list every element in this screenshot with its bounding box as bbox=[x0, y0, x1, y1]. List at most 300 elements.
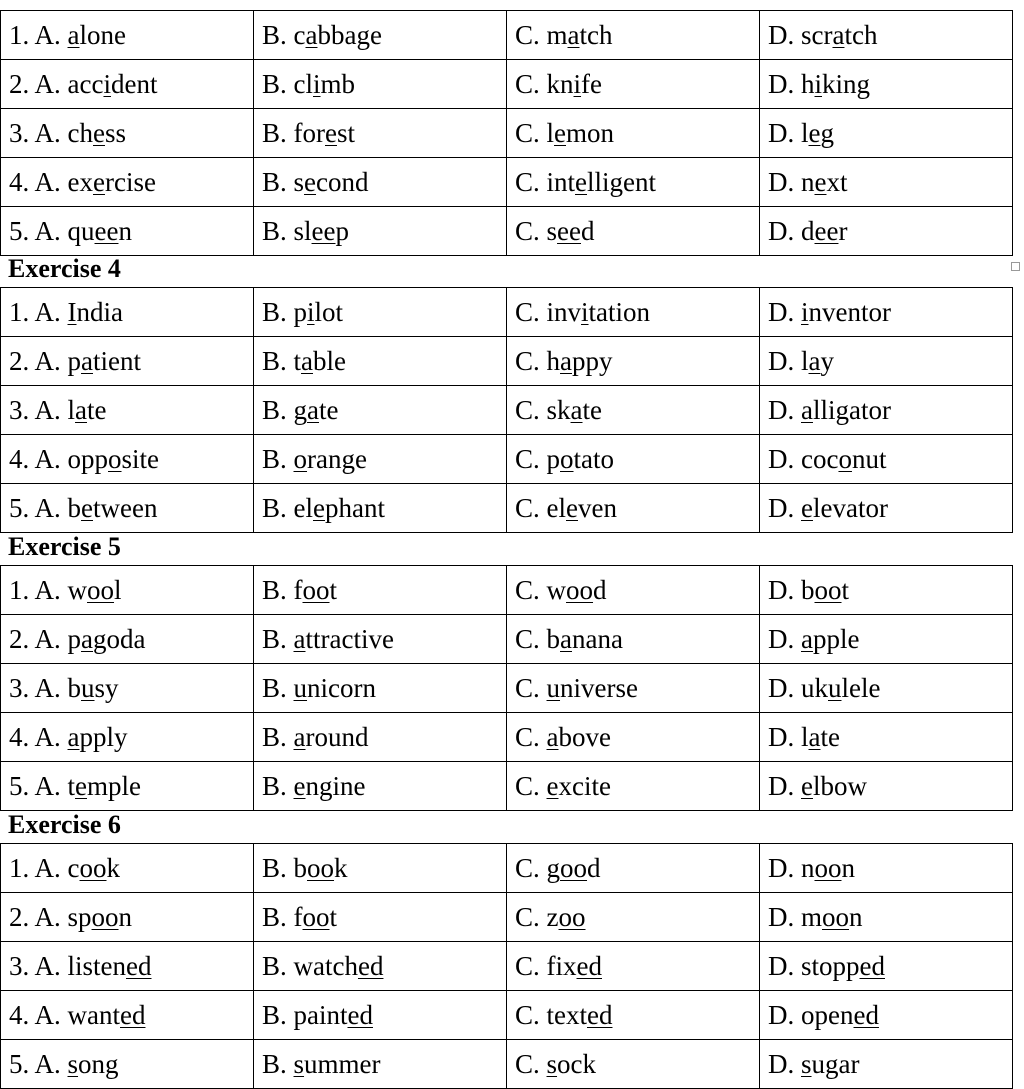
option-suffix: te bbox=[319, 395, 339, 425]
table-row bbox=[1, 337, 1013, 386]
answer-option-cell bbox=[254, 713, 507, 762]
option-prefix: C. h bbox=[515, 346, 561, 376]
option-suffix: lbow bbox=[812, 771, 867, 801]
exercise-4-heading: Exercise 4 bbox=[8, 254, 121, 283]
option-prefix: B. bbox=[262, 722, 294, 752]
option-suffix: mple bbox=[87, 771, 141, 801]
option-prefix: D. uk bbox=[768, 673, 828, 703]
answer-option-cell bbox=[760, 386, 1013, 435]
option-suffix: te bbox=[582, 395, 603, 425]
answer-option-cell bbox=[254, 337, 507, 386]
exercise-5-table bbox=[0, 565, 1013, 811]
option-prefix: 1. A. bbox=[9, 297, 68, 327]
option-prefix: D. d bbox=[768, 216, 815, 246]
option-prefix: B. t bbox=[262, 346, 302, 376]
option-prefix: D. l bbox=[768, 118, 809, 148]
underlined-sound: u bbox=[546, 673, 561, 703]
answer-option-cell bbox=[507, 615, 760, 664]
underlined-sound: a bbox=[307, 395, 319, 425]
answer-option-cell bbox=[1, 386, 254, 435]
option-suffix: ble bbox=[313, 346, 346, 376]
underlined-sound: s bbox=[801, 1049, 812, 1079]
answer-option-cell bbox=[1, 713, 254, 762]
option-prefix: B. c bbox=[262, 20, 306, 50]
option-prefix: C. el bbox=[515, 493, 566, 523]
answer-option-cell bbox=[1, 11, 254, 60]
option-prefix: B. el bbox=[262, 493, 313, 523]
answer-option-cell bbox=[507, 664, 760, 713]
underlined-sound: i bbox=[313, 69, 321, 99]
option-suffix: lone bbox=[79, 20, 126, 50]
option-prefix: 4. A. bbox=[9, 722, 68, 752]
answer-option-cell bbox=[1, 435, 254, 484]
answer-option-cell bbox=[760, 158, 1013, 207]
underlined-sound: ed bbox=[587, 1000, 613, 1030]
underlined-sound: e bbox=[325, 118, 337, 148]
option-suffix: n bbox=[118, 902, 133, 932]
option-suffix: te bbox=[820, 722, 840, 752]
option-suffix: fe bbox=[581, 69, 603, 99]
table-row bbox=[1, 762, 1013, 811]
underlined-sound: oo bbox=[91, 902, 119, 932]
option-prefix: 2. A. sp bbox=[9, 902, 92, 932]
answer-option-cell bbox=[507, 11, 760, 60]
underlined-sound: a bbox=[67, 20, 80, 50]
underlined-sound: u bbox=[828, 673, 842, 703]
option-suffix: mon bbox=[566, 118, 615, 148]
option-suffix: xcite bbox=[558, 771, 611, 801]
table-resize-handle[interactable] bbox=[1011, 262, 1020, 271]
option-suffix: d bbox=[587, 853, 601, 883]
option-suffix: lligent bbox=[587, 167, 656, 197]
option-suffix: nana bbox=[572, 624, 623, 654]
option-prefix: C. m bbox=[515, 20, 568, 50]
underlined-sound: a bbox=[301, 346, 313, 376]
answer-option-cell bbox=[760, 942, 1013, 991]
option-prefix: 2. A. p bbox=[9, 346, 82, 376]
option-prefix: C. w bbox=[515, 575, 567, 605]
underlined-sound: e bbox=[814, 167, 827, 197]
option-suffix: nut bbox=[851, 444, 887, 474]
underlined-sound: oo bbox=[79, 853, 107, 883]
answer-option-cell bbox=[760, 435, 1013, 484]
answer-option-cell bbox=[254, 991, 507, 1040]
table-row bbox=[1, 942, 1013, 991]
option-suffix: te bbox=[87, 395, 107, 425]
answer-option-cell bbox=[1, 337, 254, 386]
option-prefix: C. bbox=[515, 673, 547, 703]
option-suffix: tch bbox=[579, 20, 613, 50]
option-prefix: D. open bbox=[768, 1000, 854, 1030]
answer-option-cell bbox=[760, 713, 1013, 762]
answer-option-cell bbox=[254, 435, 507, 484]
underlined-sound: a bbox=[801, 624, 813, 654]
answer-option-cell bbox=[760, 109, 1013, 158]
answer-option-cell bbox=[254, 484, 507, 533]
underlined-sound: s bbox=[293, 1049, 305, 1079]
underlined-sound: a bbox=[567, 20, 580, 50]
answer-option-cell bbox=[760, 207, 1013, 256]
underlined-sound: e bbox=[293, 771, 306, 801]
option-prefix: 2. A. acc bbox=[9, 69, 104, 99]
underlined-sound: o bbox=[293, 444, 308, 474]
answer-option-cell bbox=[1, 664, 254, 713]
underlined-sound: oo bbox=[560, 853, 588, 883]
option-prefix: D. coc bbox=[768, 444, 839, 474]
answer-option-cell bbox=[254, 942, 507, 991]
option-suffix: ppy bbox=[572, 346, 613, 376]
option-suffix: bove bbox=[558, 722, 611, 752]
answer-option-cell bbox=[1, 762, 254, 811]
underlined-sound: o bbox=[108, 444, 122, 474]
table-row bbox=[1, 664, 1013, 713]
answer-option-cell bbox=[1, 991, 254, 1040]
underlined-sound: e bbox=[81, 493, 93, 523]
answer-option-cell bbox=[507, 288, 760, 337]
exercise-6-table bbox=[0, 843, 1013, 1089]
option-prefix: D. bbox=[768, 493, 801, 523]
table-row bbox=[1, 844, 1013, 893]
answer-option-cell bbox=[1, 893, 254, 942]
option-prefix: 5. A. qu bbox=[9, 216, 95, 246]
table-row bbox=[1, 11, 1013, 60]
table-row bbox=[1, 893, 1013, 942]
exercise-6-heading: Exercise 6 bbox=[8, 810, 121, 839]
underlined-sound: a bbox=[570, 395, 583, 425]
option-prefix: D. l bbox=[768, 722, 809, 752]
underlined-sound: e bbox=[575, 167, 587, 197]
option-prefix: B. bbox=[262, 673, 294, 703]
underlined-sound: u bbox=[81, 673, 95, 703]
underlined-sound: e bbox=[313, 493, 325, 523]
answer-option-cell bbox=[254, 109, 507, 158]
option-prefix: D. n bbox=[768, 853, 815, 883]
table-row bbox=[1, 435, 1013, 484]
answer-option-cell bbox=[507, 435, 760, 484]
option-prefix: B. f bbox=[262, 902, 303, 932]
option-prefix: C. s bbox=[515, 216, 558, 246]
option-prefix: D. bbox=[768, 395, 801, 425]
table-row bbox=[1, 615, 1013, 664]
answer-option-cell bbox=[254, 664, 507, 713]
underlined-sound: ee bbox=[557, 216, 581, 246]
option-prefix: 3. A. listen bbox=[9, 951, 127, 981]
underlined-sound: oo bbox=[307, 853, 335, 883]
option-prefix: B. watch bbox=[262, 951, 358, 981]
underlined-sound: ee bbox=[814, 216, 839, 246]
answer-option-cell bbox=[254, 11, 507, 60]
answer-option-cell bbox=[760, 566, 1013, 615]
option-suffix: t bbox=[329, 575, 338, 605]
answer-option-cell bbox=[254, 893, 507, 942]
option-suffix: p bbox=[335, 216, 349, 246]
option-prefix: C. bbox=[515, 771, 547, 801]
underlined-sound: e bbox=[75, 771, 87, 801]
option-suffix: site bbox=[121, 444, 160, 474]
table-row bbox=[1, 713, 1013, 762]
option-prefix: 4. A. opp bbox=[9, 444, 109, 474]
option-suffix: ndia bbox=[76, 297, 124, 327]
answer-option-cell bbox=[1, 288, 254, 337]
answer-option-cell bbox=[1, 566, 254, 615]
option-prefix: B. sl bbox=[262, 216, 312, 246]
table-row bbox=[1, 60, 1013, 109]
option-suffix: lot bbox=[314, 297, 344, 327]
option-suffix: king bbox=[822, 69, 871, 99]
option-prefix: C. fix bbox=[515, 951, 577, 981]
table-row bbox=[1, 288, 1013, 337]
underlined-sound: o bbox=[838, 444, 852, 474]
option-suffix: d bbox=[593, 575, 607, 605]
option-prefix: D. l bbox=[768, 346, 809, 376]
underlined-sound: e bbox=[808, 118, 821, 148]
underlined-sound: e bbox=[554, 118, 566, 148]
answer-option-cell bbox=[1, 484, 254, 533]
answer-option-cell bbox=[760, 893, 1013, 942]
option-suffix: tch bbox=[844, 20, 878, 50]
table-row bbox=[1, 566, 1013, 615]
underlined-sound: oo bbox=[302, 575, 330, 605]
option-suffix: nventor bbox=[808, 297, 891, 327]
option-prefix: 3. A. l bbox=[9, 395, 76, 425]
underlined-sound: oo bbox=[302, 902, 330, 932]
option-prefix: D. stopp bbox=[768, 951, 860, 981]
option-prefix: D. b bbox=[768, 575, 815, 605]
option-suffix: k bbox=[334, 853, 348, 883]
option-prefix: C. p bbox=[515, 444, 561, 474]
underlined-sound: s bbox=[67, 1049, 79, 1079]
option-suffix: n bbox=[841, 853, 855, 883]
option-suffix: t bbox=[841, 575, 850, 605]
option-prefix: D. n bbox=[768, 167, 815, 197]
answer-option-cell bbox=[507, 484, 760, 533]
underlined-sound: oo bbox=[822, 902, 849, 932]
table-row bbox=[1, 207, 1013, 256]
option-prefix: 2. A. p bbox=[9, 624, 82, 654]
underlined-sound: ed bbox=[126, 951, 152, 981]
option-suffix: y bbox=[820, 346, 834, 376]
answer-option-cell bbox=[1, 60, 254, 109]
underlined-sound: s bbox=[546, 1049, 558, 1079]
option-suffix: d bbox=[581, 216, 595, 246]
answer-option-cell bbox=[760, 664, 1013, 713]
underlined-sound: a bbox=[832, 20, 845, 50]
option-prefix: 5. A. t bbox=[9, 771, 76, 801]
exercise-table-body bbox=[1, 566, 1013, 811]
option-suffix: round bbox=[305, 722, 369, 752]
option-prefix: B. g bbox=[262, 395, 308, 425]
answer-option-cell bbox=[507, 991, 760, 1040]
answer-option-cell bbox=[254, 386, 507, 435]
answer-option-cell bbox=[760, 288, 1013, 337]
answer-option-cell bbox=[760, 337, 1013, 386]
option-suffix: mb bbox=[320, 69, 356, 99]
option-prefix: 3. A. ch bbox=[9, 118, 93, 148]
option-prefix: B. bbox=[262, 1049, 294, 1079]
underlined-sound: a bbox=[293, 624, 306, 654]
underlined-sound: e bbox=[801, 771, 813, 801]
answer-option-cell bbox=[507, 844, 760, 893]
answer-option-cell bbox=[507, 1040, 760, 1089]
option-suffix: xt bbox=[826, 167, 848, 197]
underlined-sound: i bbox=[814, 69, 823, 99]
option-suffix: lligator bbox=[812, 395, 891, 425]
underlined-sound: ed bbox=[576, 951, 602, 981]
option-prefix: 5. A. b bbox=[9, 493, 82, 523]
underlined-sound: ed bbox=[853, 1000, 879, 1030]
option-suffix: tato bbox=[573, 444, 615, 474]
underlined-sound: i bbox=[103, 69, 111, 99]
option-suffix: niverse bbox=[560, 673, 638, 703]
option-suffix: tation bbox=[588, 297, 651, 327]
answer-option-cell bbox=[1, 207, 254, 256]
option-prefix: 1. A. c bbox=[9, 853, 80, 883]
option-suffix: pple bbox=[812, 624, 860, 654]
answer-option-cell bbox=[254, 566, 507, 615]
answer-option-cell bbox=[507, 207, 760, 256]
underlined-sound: oo bbox=[814, 853, 842, 883]
answer-option-cell bbox=[1, 942, 254, 991]
answer-option-cell bbox=[254, 615, 507, 664]
underlined-sound: a bbox=[560, 624, 572, 654]
option-suffix: range bbox=[307, 444, 367, 474]
exercise-4-table bbox=[0, 287, 1013, 533]
underlined-sound: u bbox=[293, 673, 308, 703]
underlined-sound: i bbox=[573, 69, 582, 99]
option-suffix: r bbox=[838, 216, 848, 246]
answer-option-cell bbox=[254, 207, 507, 256]
option-prefix: D. bbox=[768, 1049, 801, 1079]
answer-option-cell bbox=[254, 1040, 507, 1089]
underlined-sound: I bbox=[67, 297, 77, 327]
underlined-sound: a bbox=[305, 20, 318, 50]
underlined-sound: a bbox=[808, 722, 821, 752]
option-prefix: 1. A. bbox=[9, 20, 68, 50]
underlined-sound: e bbox=[93, 167, 105, 197]
option-suffix: ugar bbox=[811, 1049, 860, 1079]
option-prefix: B. s bbox=[262, 167, 305, 197]
answer-option-cell bbox=[760, 484, 1013, 533]
option-prefix: D. m bbox=[768, 902, 822, 932]
option-suffix: n bbox=[118, 216, 132, 246]
option-suffix: ong bbox=[78, 1049, 119, 1079]
option-prefix: 4. A. want bbox=[9, 1000, 120, 1030]
answer-option-cell bbox=[507, 386, 760, 435]
option-prefix: C. int bbox=[515, 167, 576, 197]
answer-option-cell bbox=[760, 11, 1013, 60]
answer-option-cell bbox=[1, 844, 254, 893]
option-suffix: k bbox=[106, 853, 120, 883]
option-suffix: goda bbox=[93, 624, 146, 654]
underlined-sound: e bbox=[566, 493, 578, 523]
option-prefix: B. bbox=[262, 624, 294, 654]
table-row bbox=[1, 991, 1013, 1040]
answer-option-cell bbox=[507, 158, 760, 207]
underlined-sound: ed bbox=[347, 1000, 373, 1030]
option-suffix: ttractive bbox=[305, 624, 394, 654]
option-prefix: B. cl bbox=[262, 69, 313, 99]
underlined-sound: ee bbox=[94, 216, 119, 246]
underlined-sound: oo bbox=[87, 575, 115, 605]
underlined-sound: o bbox=[560, 444, 574, 474]
option-prefix: C. l bbox=[515, 118, 555, 148]
option-suffix: levator bbox=[812, 493, 888, 523]
option-suffix: ock bbox=[557, 1049, 597, 1079]
answer-option-cell bbox=[760, 762, 1013, 811]
option-prefix: C. b bbox=[515, 624, 561, 654]
option-suffix: lele bbox=[841, 673, 881, 703]
option-prefix: B. for bbox=[262, 118, 325, 148]
option-suffix: phant bbox=[324, 493, 385, 523]
underlined-sound: e bbox=[546, 771, 559, 801]
option-prefix: C. text bbox=[515, 1000, 587, 1030]
option-suffix: n bbox=[849, 902, 863, 932]
option-suffix: bbage bbox=[317, 20, 382, 50]
answer-option-cell bbox=[507, 893, 760, 942]
option-suffix: rcise bbox=[104, 167, 156, 197]
answer-option-cell bbox=[760, 991, 1013, 1040]
exercise-table-body bbox=[1, 288, 1013, 533]
answer-option-cell bbox=[507, 942, 760, 991]
underlined-sound: ed bbox=[120, 1000, 146, 1030]
underlined-sound: e bbox=[93, 118, 105, 148]
option-suffix: ven bbox=[577, 493, 617, 523]
option-suffix: tween bbox=[93, 493, 158, 523]
option-prefix: B. b bbox=[262, 853, 308, 883]
option-prefix: D. bbox=[768, 624, 801, 654]
option-suffix: ummer bbox=[304, 1049, 381, 1079]
answer-option-cell bbox=[1, 158, 254, 207]
underlined-sound: ed bbox=[859, 951, 885, 981]
underlined-sound: e bbox=[801, 493, 813, 523]
option-prefix: 3. A. b bbox=[9, 673, 82, 703]
answer-option-cell bbox=[760, 1040, 1013, 1089]
underlined-sound: oo bbox=[566, 575, 594, 605]
option-suffix: ss bbox=[104, 118, 126, 148]
answer-option-cell bbox=[507, 109, 760, 158]
underlined-sound: a bbox=[808, 346, 821, 376]
option-prefix: D. h bbox=[768, 69, 815, 99]
answer-option-cell bbox=[507, 566, 760, 615]
option-prefix: D. bbox=[768, 771, 801, 801]
option-prefix: B. paint bbox=[262, 1000, 348, 1030]
underlined-sound: oo bbox=[814, 575, 842, 605]
exercise-3-table bbox=[0, 10, 1013, 256]
option-suffix: sy bbox=[94, 673, 119, 703]
option-prefix: C. g bbox=[515, 853, 561, 883]
answer-option-cell bbox=[254, 288, 507, 337]
answer-option-cell bbox=[507, 713, 760, 762]
option-prefix: C. kn bbox=[515, 69, 574, 99]
answer-option-cell bbox=[1, 615, 254, 664]
option-prefix: 1. A. w bbox=[9, 575, 88, 605]
option-suffix: g bbox=[820, 118, 834, 148]
option-suffix: tient bbox=[93, 346, 141, 376]
underlined-sound: a bbox=[801, 395, 813, 425]
underlined-sound: oo bbox=[558, 902, 586, 932]
option-prefix: B. p bbox=[262, 297, 308, 327]
underlined-sound: a bbox=[67, 722, 80, 752]
option-suffix: t bbox=[329, 902, 338, 932]
underlined-sound: ee bbox=[311, 216, 336, 246]
option-suffix: dent bbox=[110, 69, 158, 99]
answer-option-cell bbox=[760, 844, 1013, 893]
answer-option-cell bbox=[507, 60, 760, 109]
option-prefix: C. inv bbox=[515, 297, 582, 327]
answer-option-cell bbox=[760, 615, 1013, 664]
table-row bbox=[1, 1040, 1013, 1089]
underlined-sound: i bbox=[307, 297, 315, 327]
